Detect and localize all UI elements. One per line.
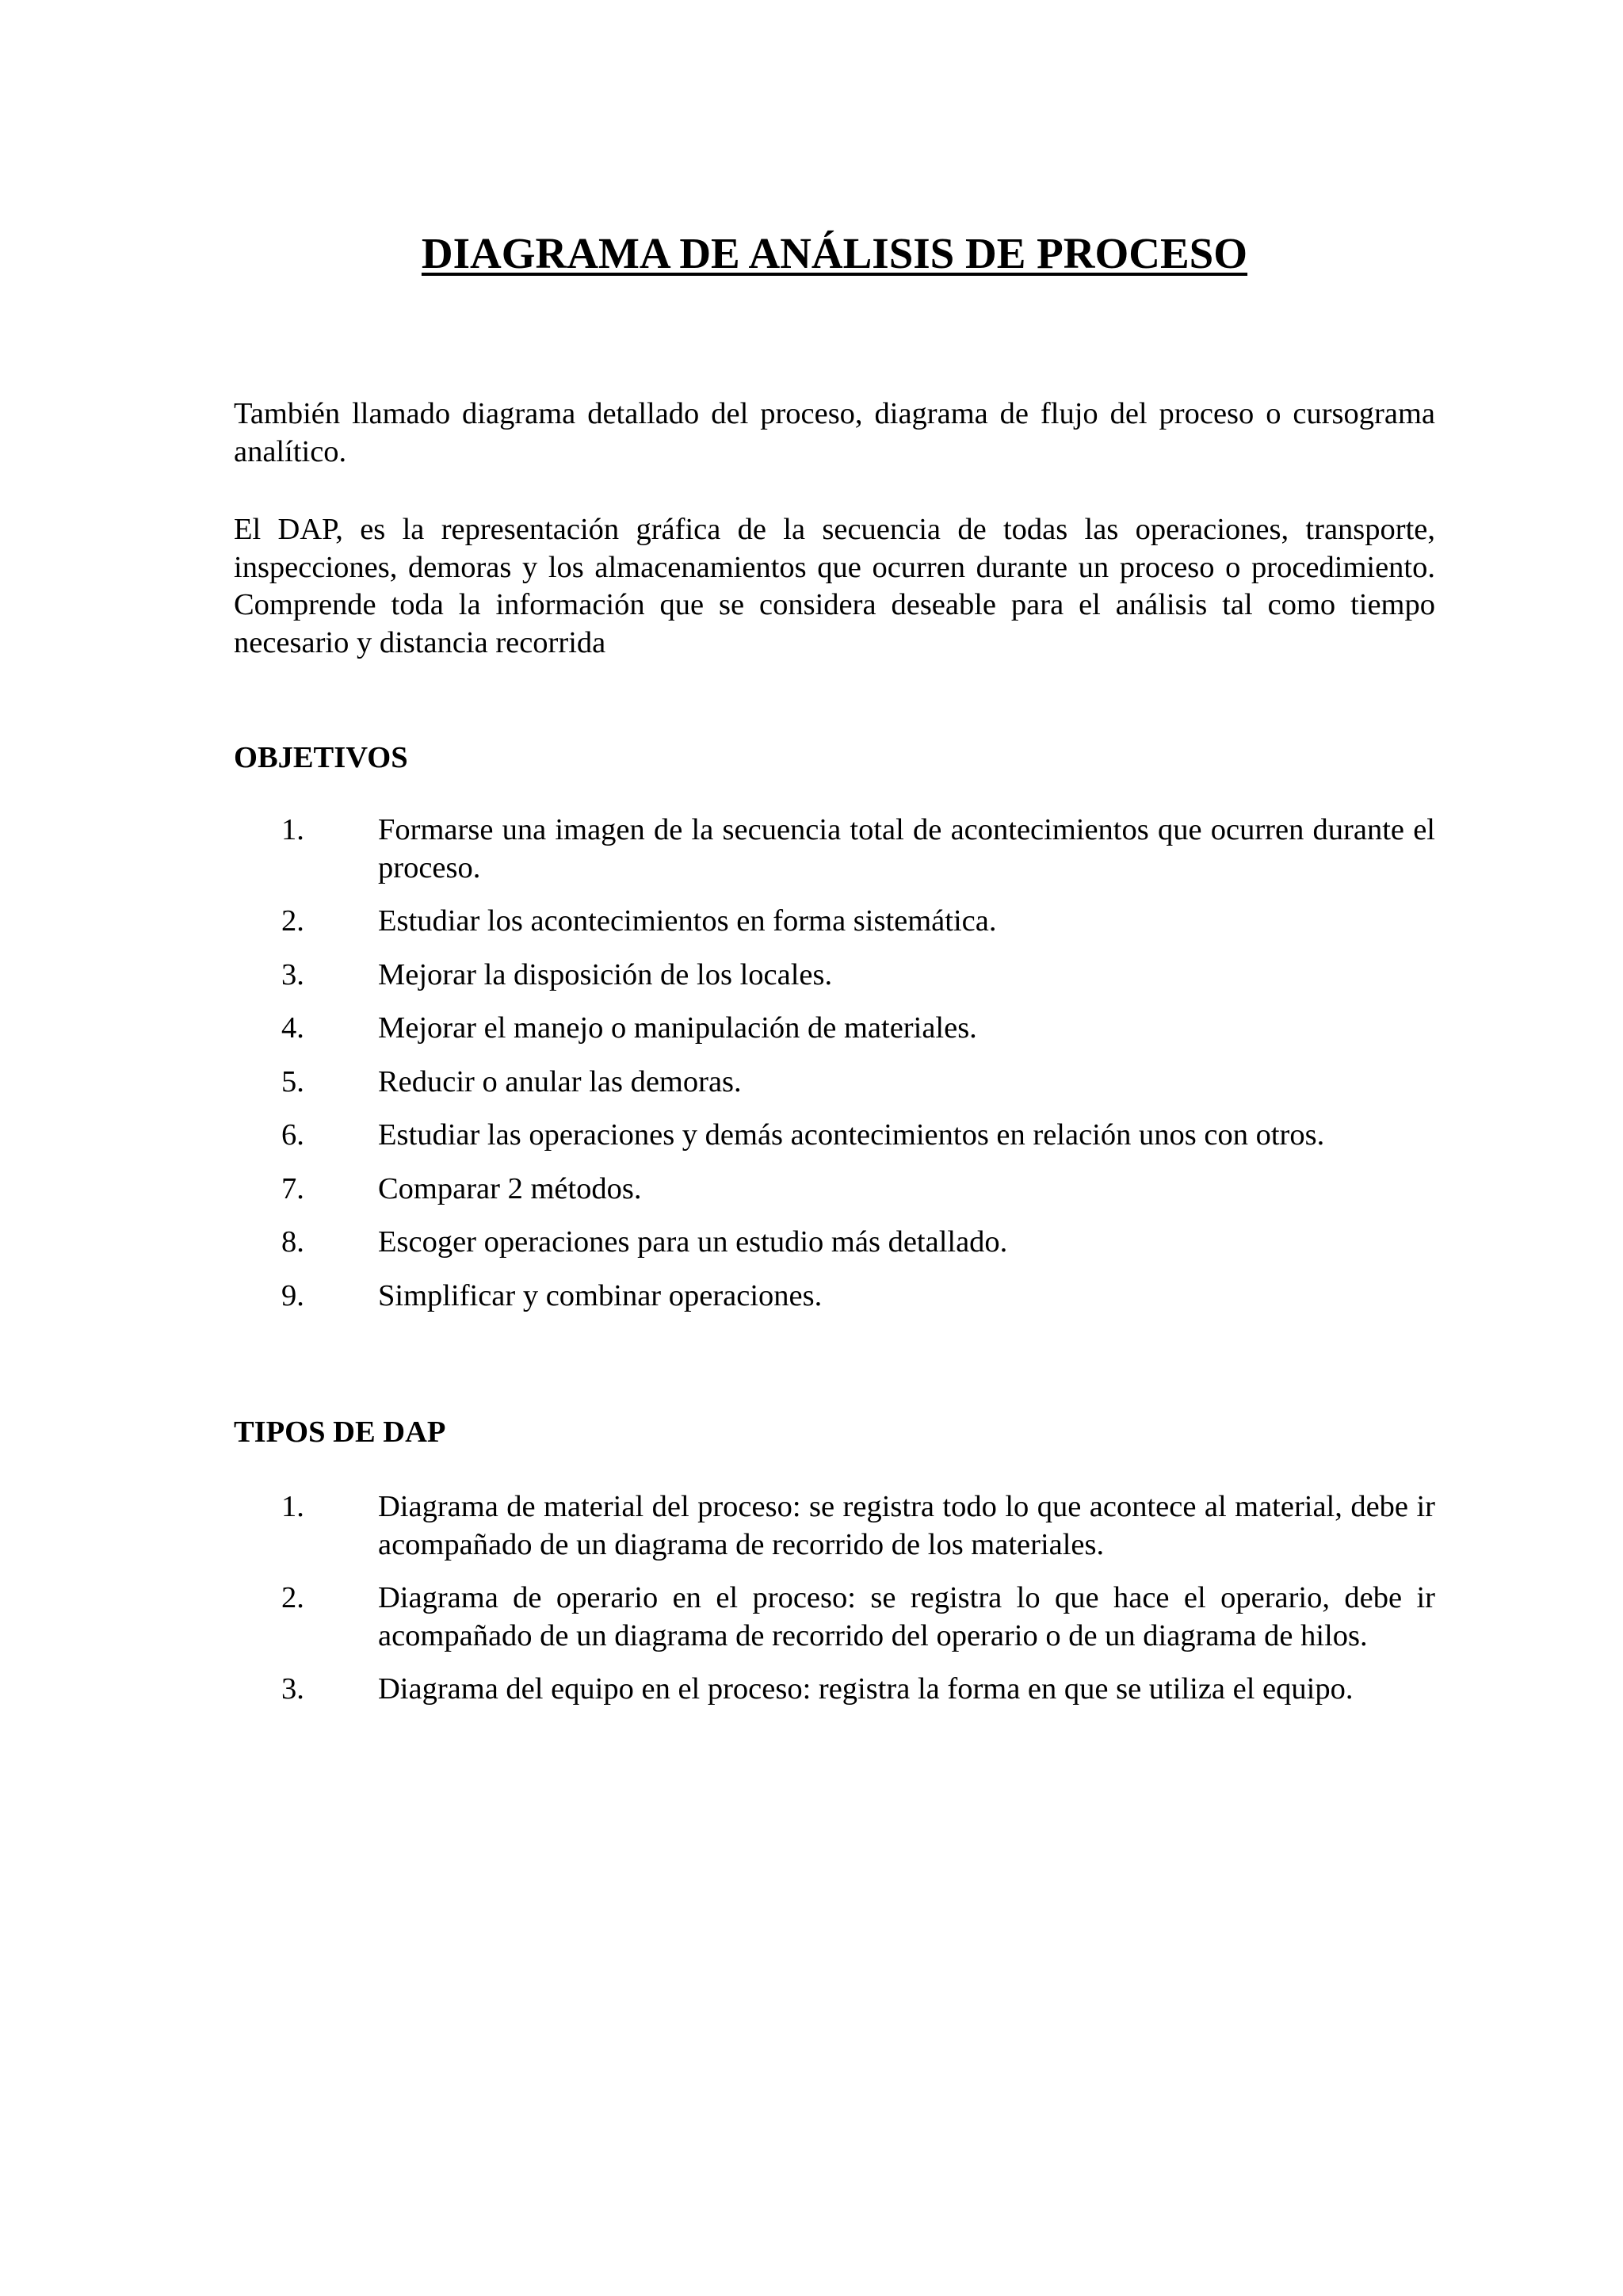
list-item-text: Diagrama de material del proceso: se registra todo lo que acontece al material, debe ir acompañado de un diagrama de recorrido de los materiales.	[378, 1490, 1435, 1561]
list-item-number: 3.	[281, 1672, 304, 1706]
list-item	[234, 957, 1435, 995]
section-heading-objetivos: OBJETIVOS	[234, 741, 408, 774]
list-item	[234, 903, 1435, 941]
list-item	[234, 1580, 1435, 1655]
tipos-list	[234, 1488, 1435, 1725]
list-item-text: Reducir o anular las demoras.	[378, 1064, 742, 1098]
list-item-text: Formarse una imagen de la secuencia total de acontecimientos que ocurren durante el proceso.	[378, 813, 1435, 884]
list-item-text: Mejorar la disposición de los locales.	[378, 957, 833, 991]
list-item-number: 6.	[281, 1118, 304, 1152]
list-item-number: 1.	[281, 1490, 304, 1523]
definition-paragraph: El DAP, es la representación gráfica de la secuencia de todas las operaciones, transporte, inspecciones, demoras y los almacenamientos que ocurren durante un proceso o procedimiento. Comprende toda la información que se considera deseable para el análisis tal como tiempo necesario y distancia recorrida	[234, 513, 1435, 659]
list-item-number: 8.	[281, 1225, 304, 1259]
list-item	[234, 812, 1435, 887]
intro-paragraph: También llamado diagrama detallado del proceso, diagrama de flujo del proceso o cursograma analítico.	[234, 397, 1435, 468]
list-item-number: 2.	[281, 1581, 304, 1614]
list-item-number: 1.	[281, 813, 304, 846]
list-item	[234, 1010, 1435, 1048]
list-item-number: 4.	[281, 1011, 304, 1045]
list-item-text: Diagrama del equipo en el proceso: registra la forma en que se utiliza el equipo.	[378, 1672, 1354, 1706]
list-item-number: 3.	[281, 957, 304, 991]
list-item-number: 9.	[281, 1278, 304, 1312]
list-item-text: Escoger operaciones para un estudio más detallado.	[378, 1225, 1008, 1259]
document-title-text: DIAGRAMA DE ANÁLISIS DE PROCESO	[421, 229, 1248, 277]
list-item-text: Simplificar y combinar operaciones.	[378, 1278, 823, 1312]
list-item-text: Estudiar los acontecimientos en forma sistemática.	[378, 904, 997, 938]
list-item	[234, 1278, 1435, 1316]
list-item	[234, 1671, 1435, 1709]
list-item-text: Estudiar las operaciones y demás acontecimientos en relación unos con otros.	[378, 1118, 1325, 1152]
section-heading-tipos: TIPOS DE DAP	[234, 1415, 446, 1449]
list-item	[234, 1171, 1435, 1209]
list-item-number: 5.	[281, 1064, 304, 1098]
list-item-number: 2.	[281, 904, 304, 938]
list-item	[234, 1224, 1435, 1262]
document-title	[234, 230, 1435, 277]
list-item-text: Diagrama de operario en el proceso: se registra lo que hace el operario, debe ir acompañado de un diagrama de recorrido del operario o de un diagrama de hilos.	[378, 1581, 1435, 1652]
list-item-number: 7.	[281, 1171, 304, 1205]
objetivos-list	[234, 812, 1435, 1331]
list-item-text: Comparar 2 métodos.	[378, 1171, 642, 1205]
list-item	[234, 1117, 1435, 1155]
list-item-text: Mejorar el manejo o manipulación de materiales.	[378, 1011, 977, 1045]
list-item	[234, 1064, 1435, 1102]
list-item	[234, 1488, 1435, 1564]
